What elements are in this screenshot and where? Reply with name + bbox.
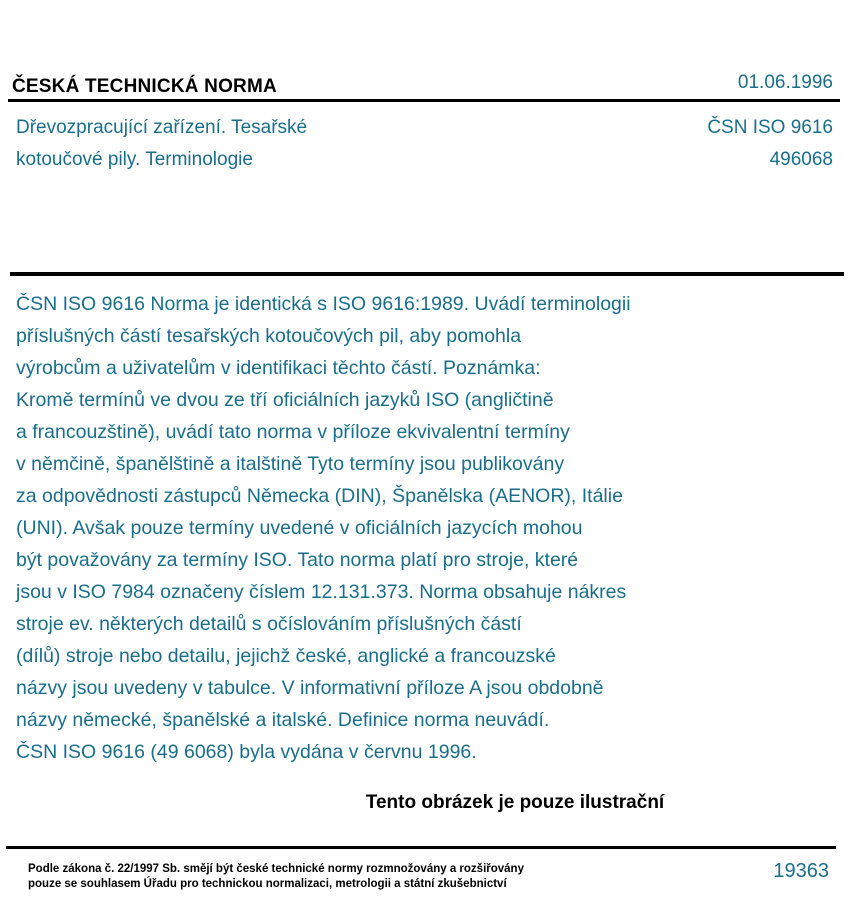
document-number: 19363 xyxy=(773,860,829,882)
abstract-line: názvy jsou uvedeny v tabulce. V informativní příloze A jsou obdobně xyxy=(16,677,604,699)
abstract-line: názvy německé, španělské a italské. Definice norma neuvádí. xyxy=(16,709,550,731)
abstract-line: být považovány za termíny ISO. Tato norma platí pro stroje, které xyxy=(16,549,579,571)
legal-notice-line-1: Podle zákona č. 22/1997 Sb. smějí být české technické normy rozmnožovány a rozšiřovány xyxy=(28,863,524,875)
standard-code: ČSN ISO 9616 xyxy=(707,117,833,138)
issue-date: 01.06.1996 xyxy=(737,72,833,93)
abstract-line: příslušných částí tesařských kotoučových pil, aby pomohla xyxy=(16,325,522,347)
footer-divider xyxy=(6,846,836,849)
abstract-line: výrobcům a uživatelům v identifikaci těchto částí. Poznámka: xyxy=(16,357,541,379)
abstract-line: (dílů) stroje nebo detailu, jejichž české, anglické a francouzské xyxy=(16,645,556,667)
illustration-note: Tento obrázek je pouze ilustrační xyxy=(365,792,665,813)
abstract-line: za odpovědnosti zástupců Německa (DIN), Španělska (AENOR), Itálie xyxy=(16,485,623,507)
header-divider xyxy=(8,99,840,102)
abstract-line: v němčině, španělštině a italštině Tyto termíny jsou publikovány xyxy=(16,453,565,475)
class-number: 496068 xyxy=(769,149,833,170)
abstract-line: a francouzštině), uvádí tato norma v příloze ekvivalentní termíny xyxy=(16,421,570,443)
abstract-line: (UNI). Avšak pouze termíny uvedené v oficiálních jazycích mohou xyxy=(16,517,583,539)
abstract-line: ČSN ISO 9616 (49 6068) byla vydána v červnu 1996. xyxy=(16,741,477,763)
abstract-text xyxy=(16,288,736,768)
document-title-line-1: Dřevozpracující zařízení. Tesařské xyxy=(16,117,308,138)
abstract-line: ČSN ISO 9616 Norma je identická s ISO 9616:1989. Uvádí terminologii xyxy=(16,293,631,315)
abstract-line: jsou v ISO 7984 označeny číslem 12.131.373. Norma obsahuje nákres xyxy=(16,581,627,603)
document-title-line-2: kotoučové pily. Terminologie xyxy=(16,149,253,170)
abstract-line: stroje ev. některých detailů s očíslováním příslušných částí xyxy=(16,613,522,635)
legal-notice-line-2: pouze se souhlasem Úřadu pro technickou normalizaci, metrologii a státní zkušebnictví xyxy=(28,878,507,890)
header-title: ČESKÁ TECHNICKÁ NORMA xyxy=(12,76,277,97)
section-divider xyxy=(10,272,844,276)
abstract-line: Kromě termínů ve dvou ze tří oficiálních jazyků ISO (angličtině xyxy=(16,389,554,411)
